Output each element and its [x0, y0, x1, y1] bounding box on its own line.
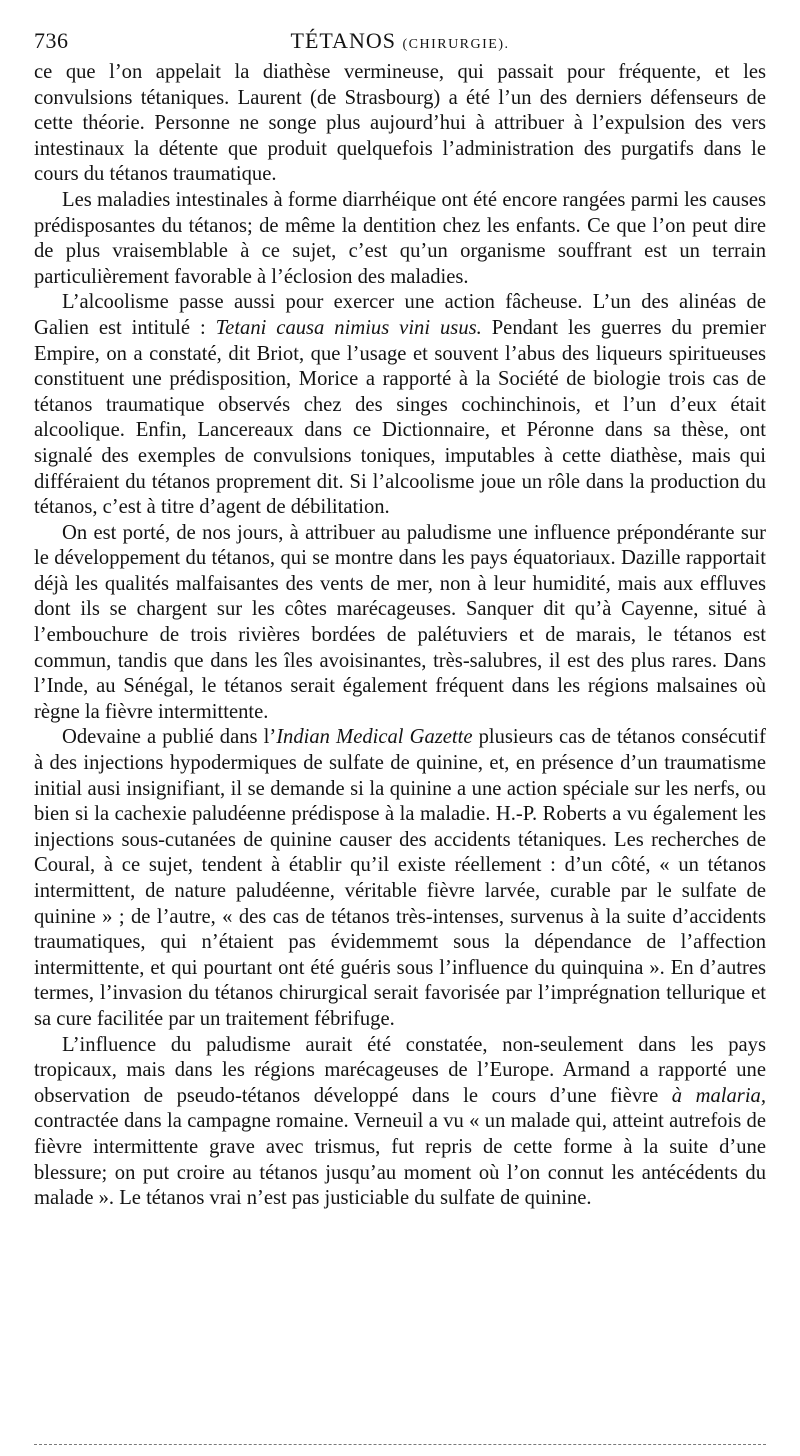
paragraph-text: plusieurs cas de tétanos consécutif à des injections hypodermiques de sulfate de quinine, et, en présence d’un traumatisme initial ausi insignifiant, il se demande si la quinine a une action spéciale sur les nerfs, ou bien si la cachexie paludéenne prédispose à la maladie. H.-P. Roberts a vu également les injections sous-cutanées de quinine causer des accidents tétaniques. Les recherches de Coural, à ce sujet, tendent à établir qu’il existe réellement : d’un côté, « un tétanos intermittent, de nature paludéenne, véritable fièvre larvée, curable par le sulfate de quinine » ; de l’autre, « des cas de tétanos très-intenses, survenus à la suite d’accidents traumatiques, qui n’étaient pas évidemmemt sous la dépendance de l’affection intermittente, et qui pourtant ont été guéris sous l’influence du quinquina ». En d’autres termes, l’invasion du tétanos chirurgical serait favorisée par l’imprégnation tellurique et sa cure facilitée par un traitement fébrifuge.: [34, 726, 766, 1030]
paragraph: [34, 1033, 766, 1212]
book-page: [34, 22, 766, 1212]
paragraph: [34, 60, 766, 188]
paragraph: [34, 725, 766, 1032]
footer-rule: [34, 1444, 766, 1445]
paragraph-text: L’influence du paludisme aurait été constatée, non-seulement dans les pays tropicaux, mais dans les régions marécageuses de l’Europe. Armand a rapporté une observation de pseudo-tétanos développé dans le cours d’une fièvre: [34, 1033, 766, 1107]
paragraph: [34, 521, 766, 726]
paragraph-text: Pendant les guerres du premier Empire, on a constaté, dit Briot, que l’usage et souvent l’abus des liqueurs spiritueuses constituent une prédisposition, Morice a rapporté à la Société de biologie trois cas de tétanos traumatique observés chez des singes cochinchinois, et l’un d’eux était alcoolique. Enfin, Lancereaux dans ce Dictionnaire, et Péronne dans sa thèse, ont signalé des exemples de convulsions toniques, imputables à cette diathèse, mais qui différaient du tétanos proprement dit. Si l’alcoolisme joue un rôle dans la production du tétanos, c’est à titre d’agent de débilitation.: [34, 316, 766, 519]
paragraph-text: contractée dans la campagne romaine. Verneuil a vu « un malade qui, atteint autrefois de fièvre intermittente grave avec trismus, fut repris de cette forme à la suite d’une blessure; on put croire au tétanos jusqu’au moment où l’on connut les antécédents du malade ». Le tétanos vrai n’est pas justiciable du sulfate de quinine.: [34, 1110, 766, 1210]
running-head-subtitle: (CHIRURGIE).: [402, 37, 510, 52]
page-header: [34, 22, 766, 60]
paragraph: [34, 188, 766, 290]
italic-text: Tetani causa nimius vini usus.: [215, 316, 482, 339]
running-head: [34, 22, 766, 64]
paragraph-text: Odevaine a publié dans l’: [62, 726, 277, 749]
paragraph: [34, 290, 766, 520]
paragraph-text: L’alcoolisme passe aussi pour exercer une action fâcheuse. L’un des alinéas de Galien est intitulé :: [34, 291, 766, 339]
page-number: 736: [34, 28, 69, 53]
running-head-title: TÉTANOS: [290, 28, 396, 53]
paragraph-text: ce que l’on appelait la diathèse vermineuse, qui passait pour fréquente, et les convulsions tétaniques. Laurent (de Strasbourg) a été l’un des derniers défenseurs de cette théorie. Personne ne songe plus aujourd’hui à attribuer à l’expulsion des vers intestinaux la détente que produit quelquefois l’administration des purgatifs dans le cours du tétanos traumatique.: [34, 61, 766, 186]
italic-text: Indian Medical Gazette: [276, 726, 473, 749]
body-text: [34, 60, 766, 1212]
paragraph-text: Les maladies intestinales à forme diarrhéique ont été encore rangées parmi les causes prédisposantes du tétanos; de même la dentition chez les enfants. Ce que l’on peut dire de plus vraisemblable à ce sujet, c’est qu’un organisme souffrant est un terrain particulièrement favorable à l’éclosion des maladies.: [34, 188, 766, 288]
italic-text: à malaria,: [671, 1084, 766, 1107]
paragraph-text: On est porté, de nos jours, à attribuer au paludisme une influence prépondérante sur le développement du tétanos, qui se montre dans les pays équatoriaux. Dazille rapportait déjà les qualités malfaisantes des vents de mer, non à leur humidité, mais aux effluves dont ils se chargent sur les côtes marécageuses. Sanquer dit qu’à Cayenne, situé à l’embouchure de trois rivières bordées de palétuviers et de marais, le tétanos est commun, tandis que dans les îles avoisinantes, très-salubres, il est des plus rares. Dans l’Inde, au Sénégal, le tétanos serait également fréquent dans les régions malsaines où règne la fièvre intermittente.: [34, 521, 766, 723]
